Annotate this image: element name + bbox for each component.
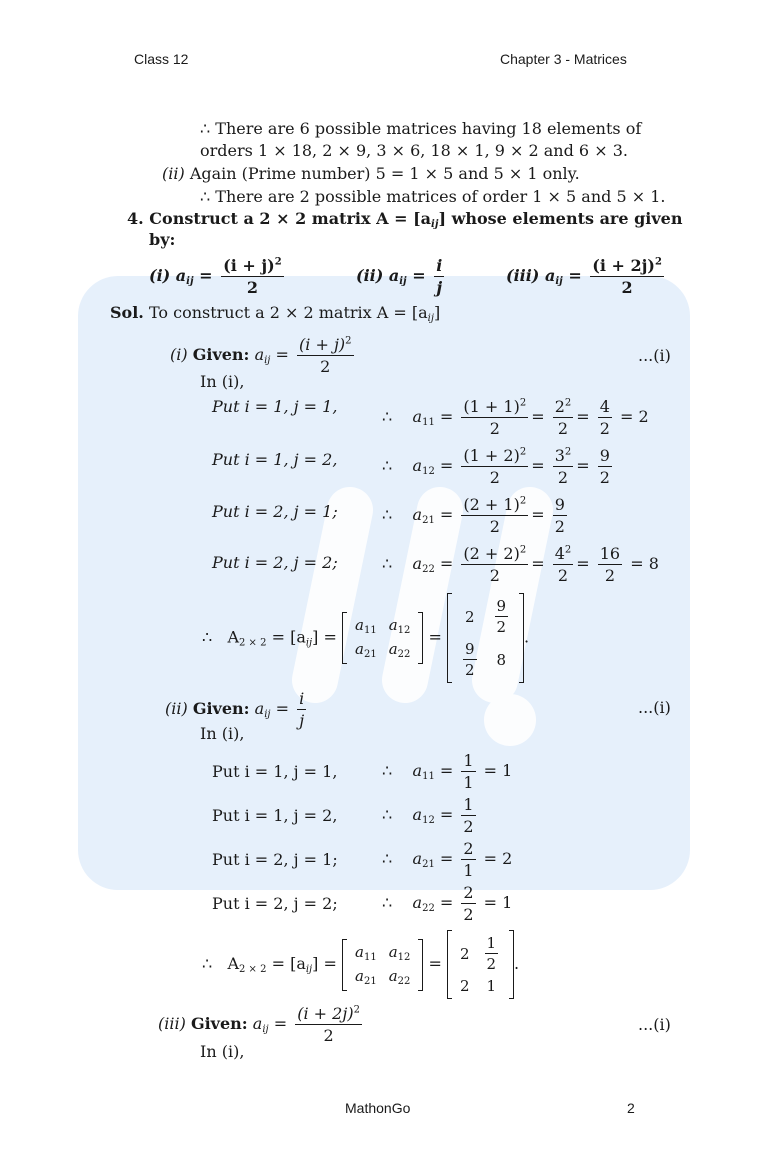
denominator: 2 xyxy=(463,905,474,924)
element-sub: 12 xyxy=(422,815,435,826)
fraction xyxy=(590,256,664,297)
element-sub: 21 xyxy=(422,515,435,526)
fraction xyxy=(553,495,567,536)
matrix-name: A xyxy=(227,627,240,647)
therefore-symbol: ∴ xyxy=(382,505,393,524)
therefore-symbol: ∴ xyxy=(382,456,393,475)
calc-row xyxy=(212,397,337,416)
therefore-symbol: ∴ xyxy=(382,893,393,912)
matrix-order: 2 × 2 xyxy=(239,964,267,975)
calc-row: Put i = 2, j = 2; xyxy=(212,894,338,913)
denominator: 2 xyxy=(557,419,569,438)
calc-row: Put i = 1, j = 2, xyxy=(212,806,338,825)
exponent: 2 xyxy=(654,256,662,268)
therefore-symbol: ∴ xyxy=(382,554,393,573)
numerator: 2 xyxy=(554,397,565,416)
question-line-2: by: xyxy=(149,230,176,249)
question-text-end: ] whose elements are given xyxy=(438,209,683,228)
numerator: 1 xyxy=(463,795,474,814)
matrix-eq-end: ] = xyxy=(312,627,337,647)
denominator: 1 xyxy=(463,773,474,792)
numerator: 9 xyxy=(496,597,507,615)
numerator: 2 xyxy=(463,839,474,858)
numerator: 9 xyxy=(464,640,475,658)
part-label: (ii) xyxy=(165,699,188,718)
fraction: $\frac{(1 + 1)^2}{2}$ xyxy=(463,397,527,438)
part-label: (iii) xyxy=(506,266,540,285)
fraction xyxy=(295,1004,362,1045)
result: = 1 xyxy=(483,893,513,912)
denominator: 2 xyxy=(557,566,569,585)
part-label: (i) xyxy=(170,345,188,364)
fraction: $\frac{(1 + 2)^2}{2}$ xyxy=(463,446,527,487)
question-text: Construct a 2 × 2 matrix A = [a xyxy=(149,209,432,228)
calc-row xyxy=(212,553,338,572)
result: = 8 xyxy=(630,554,659,573)
numerator: 4 xyxy=(554,544,565,563)
denominator: 2 xyxy=(599,468,610,487)
fraction: $\frac{4^2}{2}$ xyxy=(554,544,572,585)
cell: 2 xyxy=(459,944,470,963)
denominator: 2 xyxy=(496,618,507,636)
fraction xyxy=(495,597,509,636)
denominator: 2 xyxy=(489,566,500,585)
denominator: 2 xyxy=(489,468,500,487)
denominator: 2 xyxy=(489,517,500,536)
element: a xyxy=(412,554,423,573)
denominator: 2 xyxy=(320,357,331,376)
numerator: (i + j) xyxy=(299,335,346,354)
result: = 2 xyxy=(483,849,513,868)
cell: 2 xyxy=(464,607,475,626)
denominator: 2 xyxy=(599,419,610,438)
denominator: 2 xyxy=(246,278,258,297)
matrix-eq-sub: ij xyxy=(305,964,313,975)
calc-row xyxy=(212,502,338,521)
element-sub: 22 xyxy=(422,564,435,575)
matrix-eq-sub: ij xyxy=(305,637,313,649)
numerator: (1 + 2) xyxy=(463,446,520,465)
cell: 8 xyxy=(496,650,507,669)
denominator: 2 xyxy=(557,468,569,487)
element-sub: 11 xyxy=(422,417,435,428)
numerator: (2 + 1) xyxy=(463,495,520,514)
fraction xyxy=(461,839,475,880)
question-line-1 xyxy=(127,209,682,230)
fraction xyxy=(461,795,475,836)
denominator: 2 xyxy=(323,1026,334,1045)
put-text: Put i = 1, j = 2, xyxy=(212,450,338,469)
fraction: $\frac{(2 + 1)^2}{2}$ xyxy=(463,495,527,536)
part-ii-given: (ii) Given: $a_{ij}$ = $\frac{i}{j}$ xyxy=(165,689,305,730)
matrix-eq: = [a xyxy=(271,954,306,973)
in-i-label: In (i), xyxy=(200,372,245,391)
calc-row-rhs: ∴ $a_{22}$ = $\frac{(2 + 2)^2}{2}$ = $\frac{4^2}{2}$ = $\frac{16}{2}$ = 8 xyxy=(382,544,659,585)
denominator: 2 xyxy=(464,661,475,679)
denominator: 2 xyxy=(621,278,633,297)
numerator: 2 xyxy=(463,883,474,902)
calc-row-rhs: ∴ $a_{21}$ = $\frac{(2 + 1)^2}{2}$ = $\frac{9}{2}$ xyxy=(382,495,565,536)
cell: 2 xyxy=(459,977,470,995)
header-class: Class 12 xyxy=(134,51,189,67)
general-matrix: $a_{11}$ $a_{12}$ $a_{21}$ $a_{22}$ xyxy=(342,939,423,991)
question-part-i: (i) $a_{ij}$ = $\frac{(i + j)^2}{2}$ xyxy=(149,256,282,297)
element-sub: 11 xyxy=(422,771,435,782)
denominator: 2 xyxy=(554,517,565,536)
element-sub: 12 xyxy=(422,466,435,477)
calc-row: Put i = 1, j = 1, xyxy=(212,762,338,781)
fraction: $\frac{2^2}{2}$ xyxy=(554,397,572,438)
lhs-sub: ij xyxy=(399,276,407,287)
in-i-label: In (i), xyxy=(200,724,245,743)
numerator: 4 xyxy=(599,397,610,416)
given-label: Given: xyxy=(192,699,250,718)
calc-row-rhs: ∴ $a_{12}$ = $\frac{1}{2}$ xyxy=(382,795,474,836)
lhs: a xyxy=(175,266,187,285)
numerator: 3 xyxy=(554,446,565,465)
calc-row-rhs: ∴ $a_{12}$ = $\frac{(1 + 2)^2}{2}$ = $\frac{3^2}{2}$ = $\frac{9}{2}$ xyxy=(382,446,610,487)
lhs-sub: ij xyxy=(186,276,194,287)
lhs: a xyxy=(388,266,400,285)
exponent: 2 xyxy=(353,1004,360,1016)
intro-line-2: orders 1 × 18, 2 × 9, 3 × 6, 18 × 1, 9 × 2 and 6 × 3. xyxy=(200,141,628,160)
sol-end: ] xyxy=(433,303,441,322)
page-number: 2 xyxy=(627,1100,635,1116)
calc-row: Put i = 2, j = 1; xyxy=(212,850,338,869)
numerator: (1 + 1) xyxy=(463,397,520,416)
part-label: (i) xyxy=(149,266,171,285)
given-label: Given: xyxy=(192,345,250,364)
part-label: (ii) xyxy=(356,266,384,285)
part-iii-given: (iii) Given: $a_{ij}$ = $\frac{(i + 2j)^2}{2}$ xyxy=(158,1004,360,1045)
exponent: 2 xyxy=(345,335,352,347)
matrix-eq: = [a xyxy=(271,627,306,647)
fraction xyxy=(297,335,354,376)
question-sub: ij xyxy=(431,219,439,230)
part-label: (iii) xyxy=(158,1014,186,1033)
element: a xyxy=(412,407,423,426)
denominator: 2 xyxy=(463,817,474,836)
result: = 1 xyxy=(483,761,513,780)
equation-ref: ...(i) xyxy=(638,698,671,717)
exponent: 2 xyxy=(274,256,282,268)
element: a xyxy=(412,505,423,524)
question-number: 4. xyxy=(127,209,144,228)
sol-label: Sol. xyxy=(110,303,144,322)
fraction xyxy=(221,256,284,297)
calc-row xyxy=(212,450,337,469)
numerator: (i + 2j) xyxy=(592,256,655,275)
denominator: 2 xyxy=(489,419,500,438)
numerator: 9 xyxy=(554,495,565,514)
fraction xyxy=(463,640,477,679)
fraction xyxy=(598,544,622,585)
matrix-result-ii: ∴ $A_{2 \times 2} = [a_{ij}]$ = $a_{11}$ $a_{12}$ $a_{21}$ $a_{22}$ = 2 $\frac{1}{2}$ 2 1 . xyxy=(202,930,519,999)
fraction xyxy=(434,256,444,297)
intro-line-1: ∴ There are 6 possible matrices having 18 elements of xyxy=(200,119,642,138)
given-label: Given: xyxy=(190,1014,248,1033)
numerator: (2 + 2) xyxy=(463,544,520,563)
therefore-symbol: ∴ xyxy=(202,627,213,647)
calc-row-rhs: ∴ $a_{21}$ = $\frac{2}{1}$ = 2 xyxy=(382,839,513,880)
denominator: j xyxy=(436,278,443,297)
fraction xyxy=(461,883,475,924)
intro-item-ii xyxy=(162,164,580,183)
question-part-ii: (ii) $a_{ij}$ = $\frac{i}{j}$ xyxy=(356,256,443,297)
numerator: 9 xyxy=(599,446,610,465)
sol-sub: ij xyxy=(427,313,434,324)
numerator: 1 xyxy=(486,934,497,952)
fraction xyxy=(297,689,306,730)
item-text: Again (Prime number) 5 = 1 × 5 and 5 × 1 only. xyxy=(189,164,580,183)
calc-row-rhs: ∴ $a_{22}$ = $\frac{2}{2}$ = 1 xyxy=(382,883,513,924)
fraction: $\frac{(2 + 2)^2}{2}$ xyxy=(463,544,527,585)
in-i-label: In (i), xyxy=(200,1042,245,1061)
fraction: $\frac{3^2}{2}$ xyxy=(554,446,572,487)
denominator: 1 xyxy=(463,861,474,880)
general-matrix: $a_{11}$ $a_{12}$ $a_{21}$ $a_{22}$ xyxy=(342,612,423,664)
therefore-symbol: ∴ xyxy=(382,407,393,426)
element-sub: 22 xyxy=(422,903,435,914)
therefore-symbol: ∴ xyxy=(202,954,213,973)
put-text: Put i = 2, j = 1; xyxy=(212,502,338,521)
result-matrix xyxy=(447,930,514,999)
put-text: Put i = 2, j = 2; xyxy=(212,553,338,572)
solution-intro xyxy=(110,303,440,324)
part-i-given: (i) Given: $a_{ij}$ = $\frac{(i + j)^2}{2}$ xyxy=(170,335,352,376)
fraction xyxy=(598,397,612,438)
calc-row-rhs: ∴ $a_{11}$ = $\frac{1}{1}$ = 1 xyxy=(382,751,513,792)
denominator: 2 xyxy=(486,955,497,973)
result: = 2 xyxy=(620,407,649,426)
denominator: j xyxy=(299,711,305,730)
denominator: 2 xyxy=(604,566,616,585)
header-chapter: Chapter 3 - Matrices xyxy=(500,51,627,67)
matrix-result-i: ∴ $A_{2 \times 2} = [a_{ij}]$ = $a_{11}$ $a_{12}$ $a_{21}$ $a_{22}$ = 2 $\frac{9}{2}$ $\frac{9}{2}$ 8 . xyxy=(202,593,529,683)
numerator: i xyxy=(436,256,443,275)
equation-ref: ...(i) xyxy=(638,1015,671,1034)
footer-brand: MathonGo xyxy=(345,1100,411,1116)
matrix-order: 2 × 2 xyxy=(239,637,267,649)
lhs: a xyxy=(544,266,556,285)
therefore-symbol: ∴ xyxy=(382,849,393,868)
fraction xyxy=(598,446,612,487)
numerator: 16 xyxy=(599,544,621,563)
numerator: 1 xyxy=(463,751,474,770)
matrix-name: A xyxy=(227,954,240,973)
therefore-symbol: ∴ xyxy=(382,761,393,780)
item-label: (ii) xyxy=(162,164,185,183)
therefore-symbol: ∴ xyxy=(382,805,393,824)
fraction xyxy=(485,934,499,973)
calc-row-rhs: ∴ $a_{11}$ = $\frac{(1 + 1)^2}{2}$ = $\frac{2^2}{2}$ = $\frac{4}{2}$ = 2 xyxy=(382,397,649,438)
numerator: (i + 2j) xyxy=(297,1004,354,1023)
numerator: (i + j) xyxy=(223,256,275,275)
sol-text: To construct a 2 × 2 matrix A = [a xyxy=(148,303,428,322)
put-text: Put i = 1, j = 1, xyxy=(212,397,338,416)
fraction xyxy=(461,751,475,792)
matrix-eq-end: ] = xyxy=(312,954,337,973)
element: a xyxy=(412,456,423,475)
intro-line-4: ∴ There are 2 possible matrices of order 1 × 5 and 5 × 1. xyxy=(200,187,666,206)
result-matrix xyxy=(447,593,524,683)
element-sub: 21 xyxy=(422,859,435,870)
equation-ref: ...(i) xyxy=(638,346,671,365)
numerator: i xyxy=(299,689,305,708)
question-part-iii: (iii) $a_{ij}$ = $\frac{(i + 2j)^2}{2}$ xyxy=(506,256,662,297)
lhs-sub: ij xyxy=(555,276,563,287)
cell: 1 xyxy=(486,977,497,995)
